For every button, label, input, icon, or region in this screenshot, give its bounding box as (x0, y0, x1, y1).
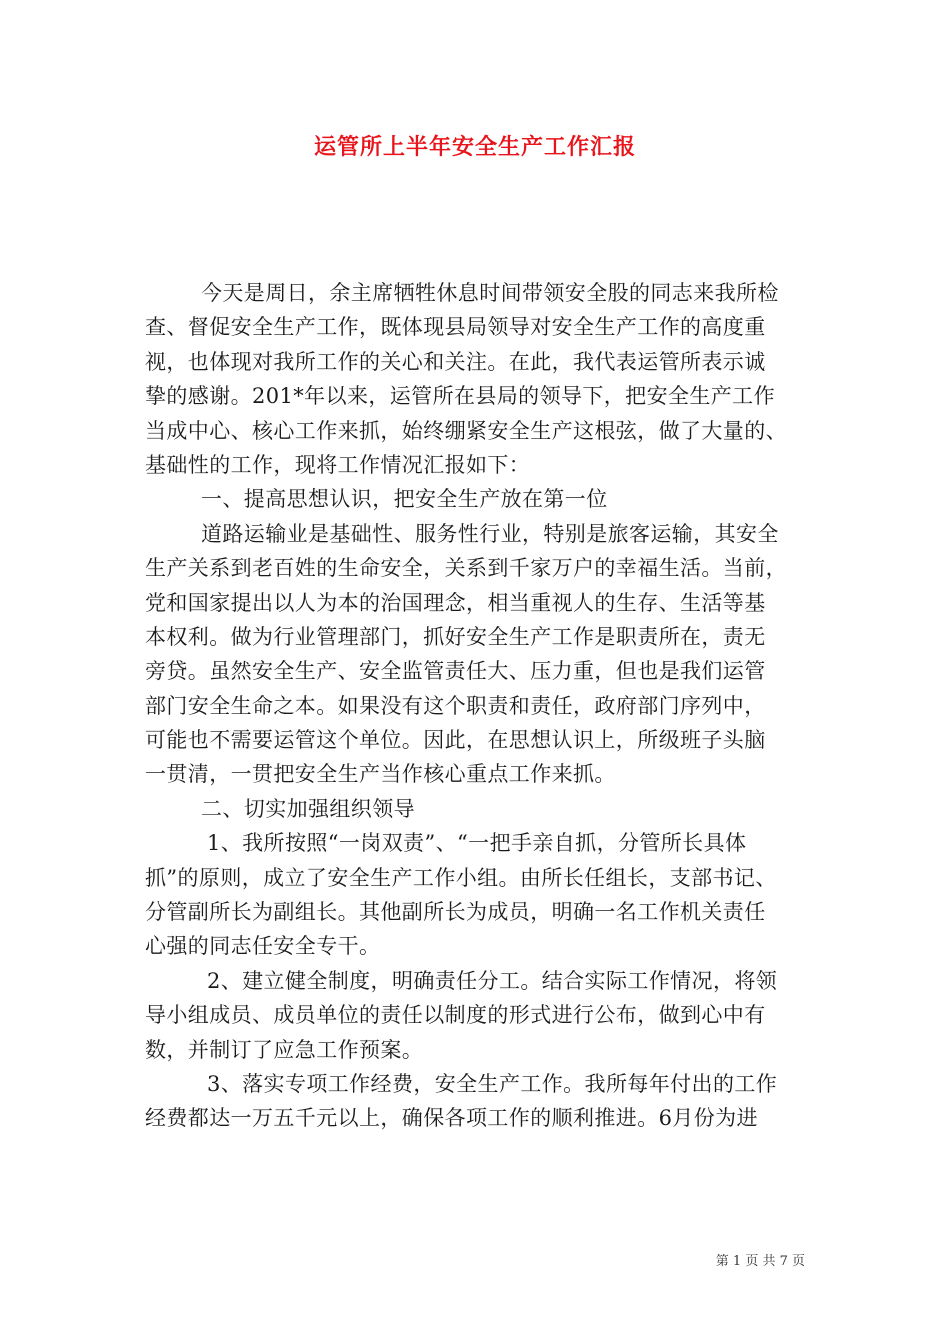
text-line: 经费都达一万五千元以上，确保各项工作的顺利推进。6月份为进 (145, 1106, 758, 1131)
text-line: 3、落实专项工作经费，安全生产工作。我所每年付出的工作 (207, 1071, 778, 1096)
text-line: 部门安全生命之本。如果没有这个职责和责任，政府部门序列中， (145, 693, 766, 718)
text-line: 数，并制订了应急工作预案。 (145, 1037, 424, 1062)
document-body (145, 276, 815, 1136)
text-line: 旁贷。虽然安全生产、安全监管责任大、压力重，但也是我们运管 (145, 659, 766, 684)
text-line: 1、我所按照“一岗双责”、“一把手亲自抓，分管所长具体 (207, 831, 747, 856)
text-line: 挚的感谢。201*年以来，运管所在县局的领导下，把安全生产工作 (145, 384, 775, 409)
page-number: 第 1 页 共 7 页 (715, 1254, 805, 1269)
section-heading: 二、切实加强组织领导 (201, 796, 415, 821)
text-line: 生产关系到老百姓的生命安全，关系到千家万户的幸福生活。当前， (145, 556, 787, 581)
text-line: 心强的同志任安全专干。 (145, 934, 381, 959)
text-line: 道路运输业是基础性、服务性行业，特别是旅客运输，其安全 (201, 521, 779, 546)
text-line: 导小组成员、成员单位的责任以制度的形式进行公布，做到心中有 (145, 1003, 766, 1028)
text-line: 可能也不需要运管这个单位。因此，在思想认识上，所级班子头脑 (145, 728, 766, 753)
document-title: 运管所上半年安全生产工作汇报 (313, 134, 636, 160)
text-line: 今天是周日，余主席牺牲休息时间带领安全股的同志来我所检 (201, 281, 779, 305)
text-line: 视，也体现对我所工作的关心和关注。在此，我代表运管所表示诚 (145, 349, 766, 374)
text-line: 分管副所长为副组长。其他副所长为成员，明确一名工作机关责任 (145, 900, 766, 925)
text-line: 本权利。做为行业管理部门，抓好安全生产工作是职责所在，责无 (145, 624, 766, 649)
text-line: 基础性的工作，现将工作情况汇报如下： (145, 452, 531, 477)
text-line: 抓”的原则，成立了安全生产工作小组。由所长任组长，支部书记、 (145, 865, 777, 890)
section-heading: 一、提高思想认识，把安全生产放在第一位 (201, 487, 608, 512)
text-line: 查、督促安全生产工作，既体现县局领导对安全生产工作的高度重 (145, 315, 766, 340)
text-line: 党和国家提出以人为本的治国理念，相当重视人的生存、生活等基 (145, 590, 766, 615)
text-line: 当成中心、核心工作来抓，始终绷紧安全生产这根弦，做了大量的、 (145, 418, 787, 443)
text-line: 2、建立健全制度，明确责任分工。结合实际工作情况，将领 (207, 968, 778, 993)
text-line: 一贯清，一贯把安全生产当作核心重点工作来抓。 (145, 762, 616, 787)
